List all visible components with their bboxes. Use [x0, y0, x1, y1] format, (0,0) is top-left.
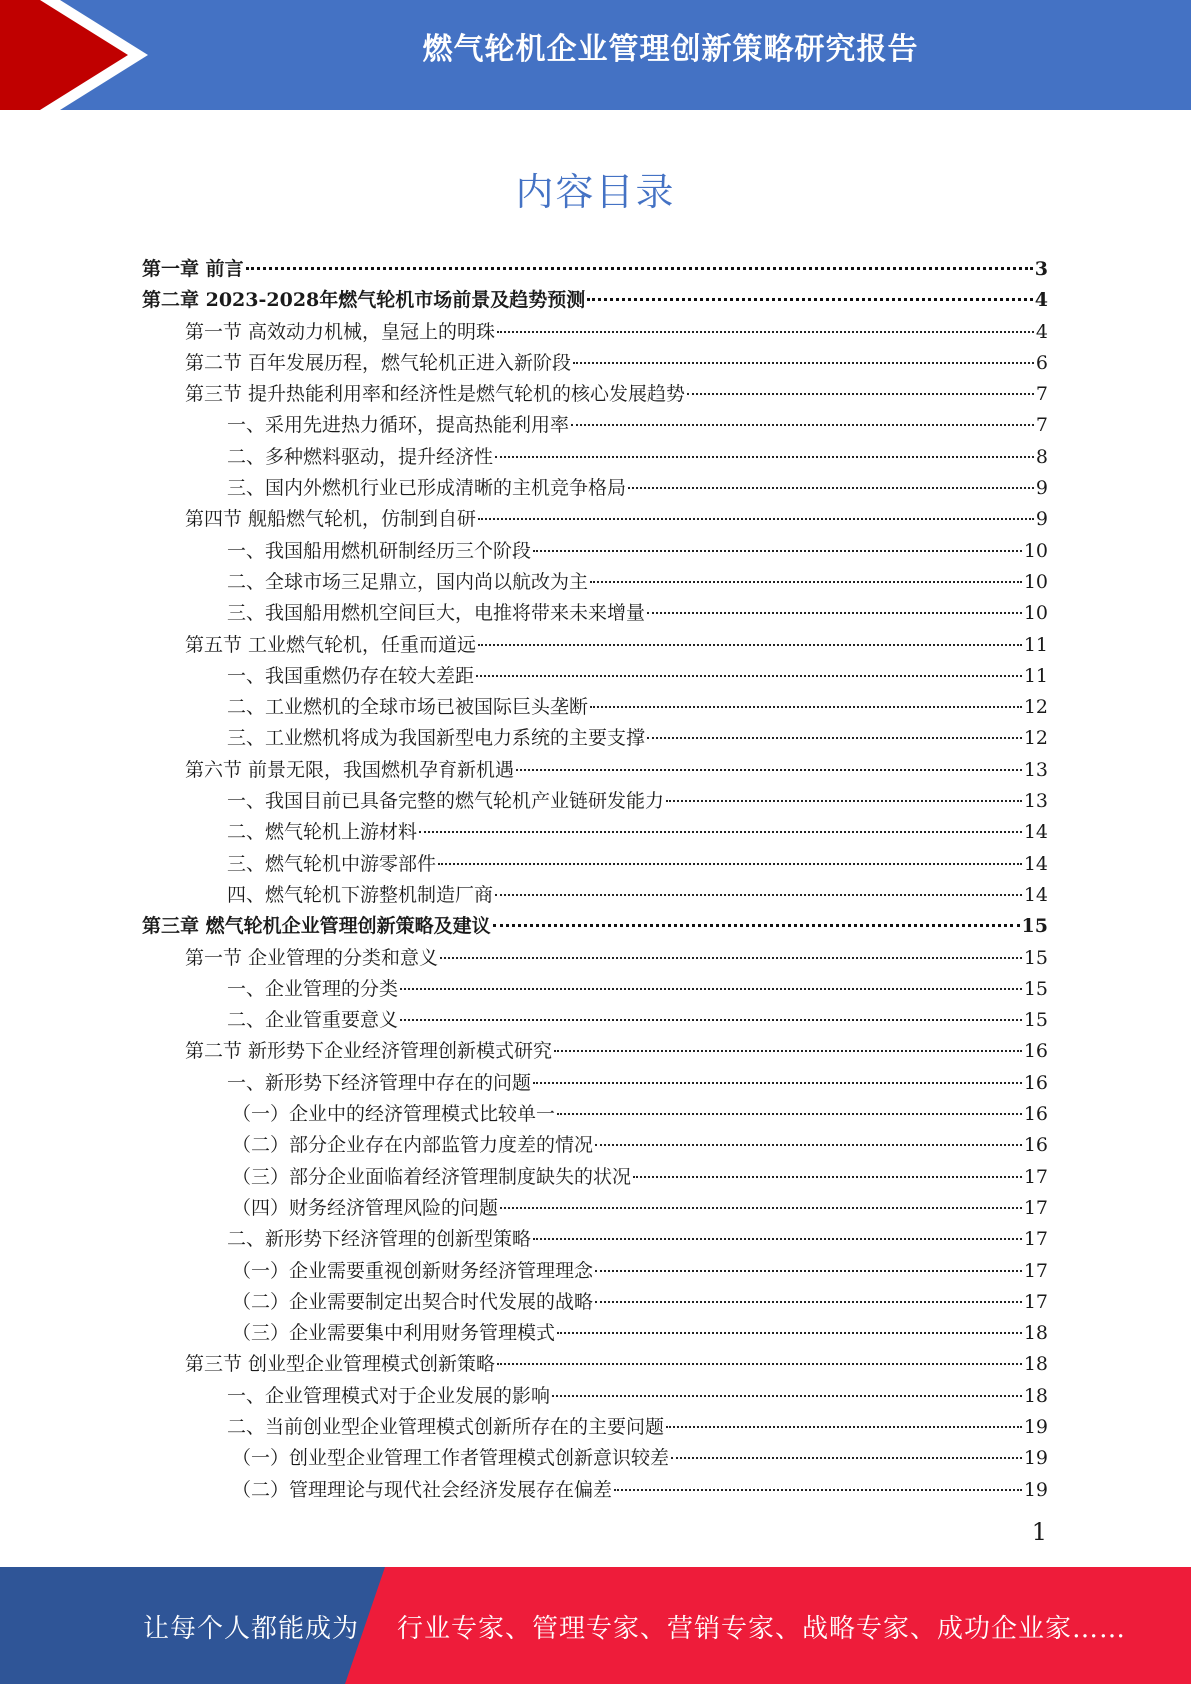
toc-entry-title: 二、企业管重要意义	[227, 1009, 399, 1032]
toc-dot-leader	[497, 1363, 1022, 1365]
toc-entry-page: 17	[1023, 1259, 1048, 1282]
toc-entry[interactable]	[142, 849, 1048, 880]
toc-entry-title: （四）财务经济管理风险的问题	[232, 1196, 499, 1219]
toc-entry[interactable]	[142, 786, 1048, 817]
toc-entry-title: 三、国内外燃机行业已形成清晰的主机竞争格局	[227, 477, 627, 500]
page-footer	[0, 1567, 1191, 1684]
toc-entry-title: （一）企业需要重视创新财务经济管理理念	[232, 1259, 594, 1282]
toc-dot-leader	[647, 612, 1022, 614]
toc-entry[interactable]	[142, 1318, 1048, 1349]
toc-entry-title: （三）部分企业面临着经济管理制度缺失的状况	[232, 1165, 632, 1188]
toc-entry-title: 第五节 工业燃气轮机，任重而道远	[185, 633, 477, 656]
toc-entry-title: 二、工业燃机的全球市场已被国际巨头垄断	[227, 696, 589, 719]
toc-entry[interactable]	[142, 473, 1048, 504]
toc-entry[interactable]	[142, 1224, 1048, 1255]
toc-dot-leader	[500, 1207, 1022, 1209]
toc-entry[interactable]	[142, 755, 1048, 786]
toc-entry-title: 二、全球市场三足鼎立，国内尚以航改为主	[227, 570, 589, 593]
toc-entry-title: 第三章 燃气轮机企业管理创新策略及建议	[142, 915, 491, 938]
toc-entry[interactable]	[142, 1256, 1048, 1287]
toc-dot-leader	[438, 863, 1022, 865]
toc-entry-page: 15	[1023, 946, 1048, 969]
toc-dot-leader	[590, 581, 1022, 583]
toc-entry-title: 第四节 舰船燃气轮机，仿制到自研	[185, 508, 477, 531]
toc-entry-title: 第一章 前言	[142, 258, 244, 280]
toc-entry-title: 三、我国船用燃机空间巨大，电推将带来未来增量	[227, 602, 646, 625]
toc-entry-title: 第二节 新形势下企业经济管理创新模式研究	[185, 1040, 553, 1063]
toc-entry-page: 16	[1023, 1040, 1048, 1063]
toc-dot-leader	[246, 267, 1033, 270]
toc-entry-page: 8	[1035, 445, 1048, 468]
toc-entry-page: 14	[1023, 821, 1048, 844]
toc-entry[interactable]	[142, 254, 1048, 285]
toc-dot-leader	[516, 769, 1022, 771]
toc-entry-page: 6	[1035, 351, 1048, 374]
toc-entry-page: 17	[1023, 1196, 1048, 1219]
toc-entry[interactable]	[142, 943, 1048, 974]
toc-dot-leader	[590, 706, 1022, 708]
toc-entry-page: 7	[1035, 414, 1048, 437]
toc-entry-page: 14	[1023, 852, 1048, 875]
toc-dot-leader	[552, 1395, 1022, 1397]
toc-entry[interactable]	[142, 536, 1048, 567]
toc-entry[interactable]	[142, 723, 1048, 754]
toc-entry[interactable]	[142, 1099, 1048, 1130]
toc-entry-page: 16	[1023, 1071, 1048, 1094]
toc-dot-leader	[557, 1332, 1022, 1334]
toc-entry[interactable]	[142, 817, 1048, 848]
toc-entry[interactable]	[142, 1068, 1048, 1099]
toc-dot-leader	[587, 298, 1033, 301]
toc-dot-leader	[671, 1457, 1022, 1459]
toc-entry-page: 4	[1035, 320, 1048, 343]
toc-entry-page: 7	[1035, 383, 1048, 406]
toc-entry-page: 19	[1023, 1415, 1048, 1438]
toc-entry-page: 9	[1035, 508, 1048, 531]
footer-slogan-left: 让每个人都能成为	[143, 1614, 360, 1644]
toc-entry-page: 10	[1023, 539, 1048, 562]
toc-entry[interactable]	[142, 1412, 1048, 1443]
toc-entry-page: 19	[1023, 1447, 1048, 1470]
toc-entry[interactable]	[142, 1130, 1048, 1161]
toc-entry-page: 9	[1035, 477, 1048, 500]
toc-entry-page: 17	[1023, 1228, 1048, 1251]
toc-dot-leader	[595, 1301, 1022, 1303]
toc-dot-leader	[554, 1050, 1022, 1052]
toc-entry-page: 3	[1034, 258, 1048, 280]
toc-entry-title: 第三节 创业型企业管理模式创新策略	[185, 1353, 496, 1376]
toc-dot-leader	[440, 957, 1022, 959]
toc-entry-page: 15	[1021, 915, 1048, 938]
toc-dot-leader	[614, 1489, 1022, 1491]
toc-entry[interactable]	[142, 880, 1048, 911]
toc-entry-title: 一、新形势下经济管理中存在的问题	[227, 1071, 532, 1094]
toc-entry[interactable]	[142, 1193, 1048, 1224]
toc-entry-page: 10	[1023, 602, 1048, 625]
toc-entry[interactable]	[142, 598, 1048, 629]
toc-entry-title: 一、我国目前已具备完整的燃气轮机产业链研发能力	[227, 790, 665, 813]
toc-dot-leader	[557, 1113, 1022, 1115]
toc-entry-title: （一）企业中的经济管理模式比较单一	[232, 1103, 556, 1126]
toc-dot-leader	[495, 456, 1034, 458]
toc-entry-page: 18	[1023, 1384, 1048, 1407]
toc-dot-leader	[628, 487, 1034, 489]
toc-dot-leader	[497, 331, 1034, 333]
toc-entry[interactable]	[142, 1162, 1048, 1193]
toc-entry-title: （二）部分企业存在内部监管力度差的情况	[232, 1134, 594, 1157]
toc-entry[interactable]	[142, 1443, 1048, 1474]
toc-dot-leader	[476, 675, 1022, 677]
toc-dot-leader	[533, 1238, 1022, 1240]
toc-entry-title: 一、我国重燃仍存在较大差距	[227, 664, 475, 687]
toc-entry-page: 18	[1023, 1353, 1048, 1376]
toc-dot-leader	[400, 1019, 1022, 1021]
toc-entry[interactable]	[142, 1036, 1048, 1067]
toc-dot-leader	[419, 831, 1022, 833]
toc-entry-page: 13	[1023, 790, 1048, 813]
toc-dot-leader	[495, 894, 1022, 896]
toc-dot-leader	[493, 924, 1020, 927]
toc-entry[interactable]	[142, 379, 1048, 410]
toc-entry-page: 17	[1023, 1290, 1048, 1313]
toc-entry-title: 三、燃气轮机中游零部件	[227, 852, 437, 875]
toc-entry-page: 15	[1023, 977, 1048, 1000]
toc-dot-leader	[633, 1176, 1022, 1178]
page-header	[0, 0, 1191, 110]
toc-entry-title: （二）企业需要制定出契合时代发展的战略	[232, 1290, 594, 1313]
toc-entry-title: 第三节 提升热能利用率和经济性是燃气轮机的核心发展趋势	[185, 383, 686, 406]
table-of-contents	[142, 254, 1048, 1506]
toc-entry-title: 一、企业管理模式对于企业发展的影响	[227, 1384, 551, 1407]
toc-dot-leader	[533, 1082, 1022, 1084]
toc-entry-title: 二、多种燃料驱动，提升经济性	[227, 445, 494, 468]
toc-dot-leader	[595, 1270, 1022, 1272]
toc-entry[interactable]	[142, 630, 1048, 661]
toc-entry-title: 一、采用先进热力循环，提高热能利用率	[227, 414, 570, 437]
toc-entry-page: 4	[1034, 289, 1048, 312]
toc-dot-leader	[666, 800, 1022, 802]
toc-entry[interactable]	[142, 1349, 1048, 1380]
toc-entry[interactable]	[142, 442, 1048, 473]
toc-entry-title: 第一节 高效动力机械，皇冠上的明珠	[185, 320, 496, 343]
toc-entry-title: 一、我国船用燃机研制经历三个阶段	[227, 539, 532, 562]
toc-entry-title: （三）企业需要集中利用财务管理模式	[232, 1322, 556, 1345]
toc-entry[interactable]	[142, 1287, 1048, 1318]
toc-entry-title: 第一节 企业管理的分类和意义	[185, 946, 439, 969]
toc-dot-leader	[571, 424, 1034, 426]
toc-entry[interactable]	[142, 1005, 1048, 1036]
toc-entry[interactable]	[142, 692, 1048, 723]
footer-slogan-right: 行业专家、管理专家、营销专家、战略专家、成功企业家……	[397, 1614, 1127, 1644]
header-title: 燃气轮机企业管理创新策略研究报告	[422, 32, 919, 67]
toc-entry-title: （二）管理理论与现代社会经济发展存在偏差	[232, 1478, 613, 1501]
toc-entry-page: 19	[1023, 1478, 1048, 1501]
toc-dot-leader	[647, 737, 1022, 739]
toc-entry[interactable]	[142, 974, 1048, 1005]
toc-entry-page: 11	[1023, 633, 1048, 656]
toc-entry-title: （一）创业型企业管理工作者管理模式创新意识较差	[232, 1447, 670, 1470]
toc-title: 内容目录	[515, 170, 676, 214]
toc-dot-leader	[573, 362, 1034, 364]
toc-entry[interactable]	[142, 911, 1048, 942]
toc-entry-page: 11	[1023, 664, 1048, 687]
toc-entry-title: 一、企业管理的分类	[227, 977, 399, 1000]
toc-entry-page: 15	[1023, 1009, 1048, 1032]
toc-dot-leader	[478, 518, 1034, 520]
page-number: 1	[1031, 1518, 1047, 1546]
toc-dot-leader	[687, 393, 1034, 395]
toc-entry-title: 四、燃气轮机下游整机制造厂商	[227, 883, 494, 906]
toc-entry[interactable]	[142, 504, 1048, 535]
toc-entry-title: 第六节 前景无限，我国燃机孕育新机遇	[185, 758, 515, 781]
toc-dot-leader	[595, 1144, 1022, 1146]
toc-entry-title: 二、当前创业型企业管理模式创新所存在的主要问题	[227, 1415, 665, 1438]
toc-entry-page: 14	[1023, 883, 1048, 906]
toc-entry-page: 10	[1023, 570, 1048, 593]
toc-entry-page: 17	[1023, 1165, 1048, 1188]
toc-entry[interactable]	[142, 567, 1048, 598]
header-arrow-icon	[0, 0, 160, 110]
toc-entry[interactable]	[142, 661, 1048, 692]
toc-entry-page: 12	[1023, 696, 1048, 719]
toc-entry[interactable]	[142, 285, 1048, 316]
toc-entry[interactable]	[142, 317, 1048, 348]
toc-dot-leader	[400, 988, 1022, 990]
toc-entry[interactable]	[142, 1381, 1048, 1412]
toc-dot-leader	[533, 550, 1022, 552]
toc-entry-page: 12	[1023, 727, 1048, 750]
toc-entry[interactable]	[142, 348, 1048, 379]
toc-entry-page: 16	[1023, 1103, 1048, 1126]
toc-entry-title: 第二章 2023-2028年燃气轮机市场前景及趋势预测	[142, 289, 586, 312]
toc-entry-title: 二、燃气轮机上游材料	[227, 821, 418, 844]
toc-entry-title: 二、新形势下经济管理的创新型策略	[227, 1228, 532, 1251]
toc-entry-page: 18	[1023, 1322, 1048, 1345]
toc-entry[interactable]	[142, 410, 1048, 441]
toc-dot-leader	[478, 644, 1022, 646]
toc-entry-title: 第二节 百年发展历程，燃气轮机正进入新阶段	[185, 351, 572, 374]
toc-entry-page: 16	[1023, 1134, 1048, 1157]
toc-entry[interactable]	[142, 1475, 1048, 1506]
toc-entry-title: 三、工业燃机将成为我国新型电力系统的主要支撑	[227, 727, 646, 750]
toc-entry-page: 13	[1023, 758, 1048, 781]
toc-dot-leader	[666, 1426, 1022, 1428]
